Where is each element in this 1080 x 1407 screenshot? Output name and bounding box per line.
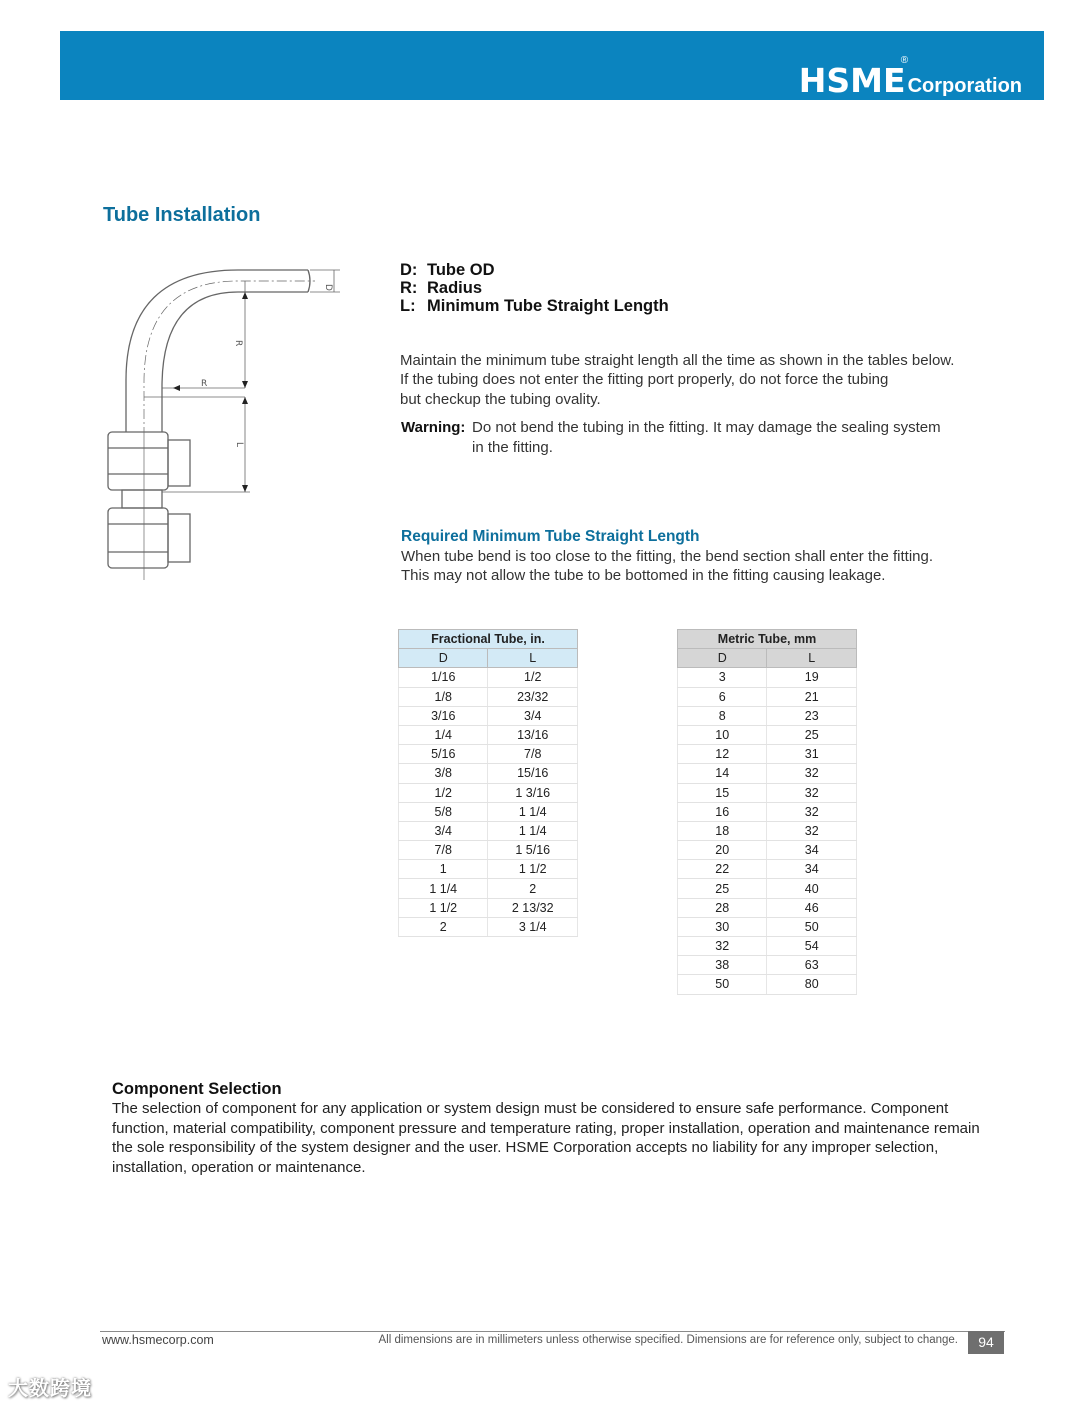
cell-l: 23/32 bbox=[488, 687, 578, 706]
cell-d: 2 bbox=[399, 917, 488, 936]
cell-l: 3 1/4 bbox=[488, 917, 578, 936]
table-row bbox=[399, 860, 578, 879]
cell-d: 28 bbox=[678, 898, 767, 917]
table-row bbox=[678, 975, 857, 994]
dimension-label-l: L bbox=[234, 442, 244, 448]
cell-d: 1/8 bbox=[399, 687, 488, 706]
cell-d: 12 bbox=[678, 745, 767, 764]
cell-d: 10 bbox=[678, 725, 767, 744]
dimension-label-d: D bbox=[323, 284, 333, 291]
cell-l: 32 bbox=[767, 802, 857, 821]
cell-l: 3/4 bbox=[488, 706, 578, 725]
cell-d: 1 bbox=[399, 860, 488, 879]
table-row bbox=[678, 956, 857, 975]
table-row bbox=[678, 725, 857, 744]
cell-d: 3 bbox=[678, 668, 767, 687]
cell-l: 34 bbox=[767, 841, 857, 860]
cell-d: 14 bbox=[678, 764, 767, 783]
brand-name: HSME bbox=[798, 61, 906, 100]
cell-d: 1 1/4 bbox=[399, 879, 488, 898]
cell-d: 16 bbox=[678, 802, 767, 821]
table-row bbox=[399, 879, 578, 898]
requirement-text: When tube bend is too close to the fitting, the bend section shall enter the fitting. This may not allow the tube to be bottomed in the fitting causing leakage. bbox=[401, 548, 934, 585]
cell-l: 31 bbox=[767, 745, 857, 764]
table-row bbox=[399, 725, 578, 744]
cell-d: 15 bbox=[678, 783, 767, 802]
tube-bend-diagram bbox=[100, 262, 350, 587]
cell-l: 32 bbox=[767, 764, 857, 783]
cell-d: 18 bbox=[678, 821, 767, 840]
cell-d: 3/16 bbox=[399, 706, 488, 725]
cell-d: 22 bbox=[678, 860, 767, 879]
cell-l: 1 3/16 bbox=[488, 783, 578, 802]
cell-l: 54 bbox=[767, 937, 857, 956]
table-row bbox=[678, 879, 857, 898]
warning-label: Warning: bbox=[401, 419, 466, 436]
metric-tube-table bbox=[677, 629, 857, 995]
page-number: 94 bbox=[968, 1331, 1004, 1354]
table-row bbox=[678, 937, 857, 956]
cell-l: 7/8 bbox=[488, 745, 578, 764]
cell-l: 32 bbox=[767, 783, 857, 802]
column-header-d: D bbox=[678, 649, 767, 668]
cell-d: 8 bbox=[678, 706, 767, 725]
cell-l: 19 bbox=[767, 668, 857, 687]
table-row bbox=[399, 783, 578, 802]
cell-l: 80 bbox=[767, 975, 857, 994]
cell-l: 1 1/4 bbox=[488, 821, 578, 840]
column-header-d: D bbox=[399, 649, 488, 668]
cell-d: 1/16 bbox=[399, 668, 488, 687]
table-row bbox=[399, 706, 578, 725]
cell-l: 1 1/4 bbox=[488, 802, 578, 821]
requirement-title: Required Minimum Tube Straight Length bbox=[401, 528, 700, 545]
brand-suffix: Corporation bbox=[907, 75, 1022, 97]
cell-d: 7/8 bbox=[399, 841, 488, 860]
cell-d: 1/4 bbox=[399, 725, 488, 744]
cell-l: 46 bbox=[767, 898, 857, 917]
cell-d: 1/2 bbox=[399, 783, 488, 802]
table-row bbox=[678, 668, 857, 687]
column-header-l: L bbox=[488, 649, 578, 668]
table-row bbox=[678, 802, 857, 821]
component-selection-text: The selection of component for any application or system design must be considered to ensure safe performance. Component function, material compatibility, component pressure and temperature rating, proper installation, operation and maintenance remain the sole responsibility of the system designer and the user. HSME Corporation accepts no liability for any improper selection, installation, operation or maintenance. bbox=[112, 1100, 980, 1176]
page-title: Tube Installation bbox=[103, 204, 261, 226]
dimension-label-r-vertical: R bbox=[233, 340, 243, 347]
cell-d: 30 bbox=[678, 917, 767, 936]
legend-item-r: R: Radius bbox=[400, 279, 483, 297]
table-row bbox=[399, 898, 578, 917]
table-caption: Metric Tube, mm bbox=[678, 630, 857, 649]
table-row bbox=[399, 764, 578, 783]
table-row bbox=[678, 898, 857, 917]
legend-item-d: D: Tube OD bbox=[400, 261, 495, 279]
cell-l: 34 bbox=[767, 860, 857, 879]
cell-d: 5/8 bbox=[399, 802, 488, 821]
table-row bbox=[678, 783, 857, 802]
cell-l: 1/2 bbox=[488, 668, 578, 687]
cell-l: 21 bbox=[767, 687, 857, 706]
brand-logo bbox=[798, 55, 1022, 100]
table-row bbox=[399, 821, 578, 840]
cell-d: 6 bbox=[678, 687, 767, 706]
cell-l: 2 bbox=[488, 879, 578, 898]
table-row bbox=[399, 841, 578, 860]
cell-d: 20 bbox=[678, 841, 767, 860]
table-row bbox=[399, 668, 578, 687]
table-row bbox=[678, 687, 857, 706]
table-row bbox=[678, 706, 857, 725]
footer-divider bbox=[100, 1331, 1005, 1332]
header-band bbox=[60, 31, 1044, 100]
table-row bbox=[678, 821, 857, 840]
table-row bbox=[399, 687, 578, 706]
cell-d: 3/4 bbox=[399, 821, 488, 840]
cell-l: 40 bbox=[767, 879, 857, 898]
component-selection-title: Component Selection bbox=[112, 1080, 282, 1098]
footer-website-link[interactable]: www.hsmecorp.com bbox=[102, 1333, 214, 1347]
cell-l: 63 bbox=[767, 956, 857, 975]
table-row bbox=[678, 917, 857, 936]
table-row bbox=[399, 917, 578, 936]
table-row bbox=[678, 841, 857, 860]
cell-l: 50 bbox=[767, 917, 857, 936]
cell-l: 1 5/16 bbox=[488, 841, 578, 860]
footer-disclaimer: All dimensions are in millimeters unless otherwise specified. Dimensions are for reference only, subject to change. bbox=[378, 1334, 958, 1346]
cell-d: 1 1/2 bbox=[399, 898, 488, 917]
intro-paragraph: Maintain the minimum tube straight length all the time as shown in the tables below. If the tubing does not enter the fitting port properly, do not force the tubing but checkup the tubing ovality. bbox=[400, 352, 955, 408]
cell-d: 32 bbox=[678, 937, 767, 956]
cell-l: 1 1/2 bbox=[488, 860, 578, 879]
table-caption: Fractional Tube, in. bbox=[399, 630, 578, 649]
table-row bbox=[678, 745, 857, 764]
cell-d: 50 bbox=[678, 975, 767, 994]
table-row bbox=[399, 745, 578, 764]
warning-note: Warning: Do not bend the tubing in the fitting. It may damage the sealing system in the fitting. bbox=[401, 419, 941, 456]
table-row bbox=[678, 860, 857, 879]
watermark: 大数跨境 bbox=[8, 1378, 92, 1400]
cell-l: 2 13/32 bbox=[488, 898, 578, 917]
cell-l: 25 bbox=[767, 725, 857, 744]
table-row bbox=[678, 764, 857, 783]
dimension-label-r-horizontal: R bbox=[201, 379, 208, 389]
legend-item-l: L: Minimum Tube Straight Length bbox=[400, 297, 669, 315]
cell-l: 13/16 bbox=[488, 725, 578, 744]
cell-d: 3/8 bbox=[399, 764, 488, 783]
cell-l: 23 bbox=[767, 706, 857, 725]
cell-d: 5/16 bbox=[399, 745, 488, 764]
cell-d: 25 bbox=[678, 879, 767, 898]
cell-l: 32 bbox=[767, 821, 857, 840]
brand-registered-mark: ® bbox=[900, 55, 909, 66]
fractional-tube-table bbox=[398, 629, 578, 937]
cell-d: 38 bbox=[678, 956, 767, 975]
column-header-l: L bbox=[767, 649, 857, 668]
table-row bbox=[399, 802, 578, 821]
dimension-legend bbox=[400, 261, 669, 315]
cell-l: 15/16 bbox=[488, 764, 578, 783]
